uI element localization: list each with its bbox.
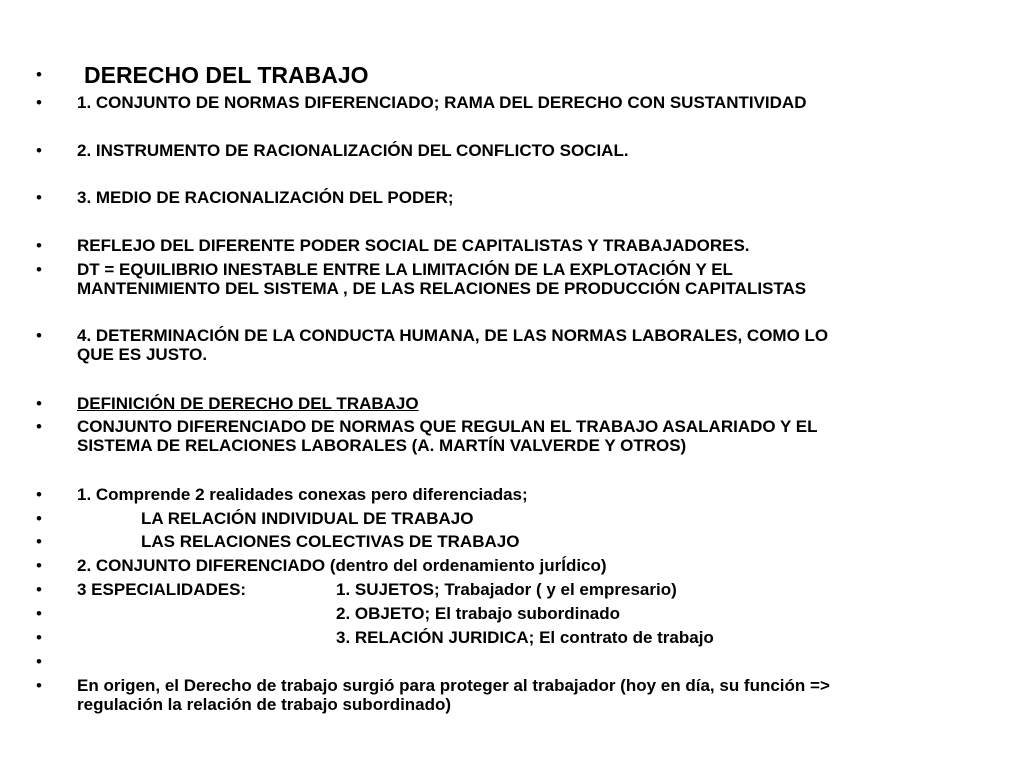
slide-title: DERECHO DEL TRABAJO [84,62,369,88]
bullet: • [36,188,42,207]
bullet: • [36,260,42,279]
bullet: • [36,509,42,528]
bullet: • [36,65,42,84]
item-text: LAS RELACIONES COLECTIVAS DE TRABAJO [141,532,520,551]
item-text-line-1: DT = EQUILIBRIO INESTABLE ENTRE LA LIMITACIÓN DE LA EXPLOTACIÓN Y EL [77,260,733,279]
item-text: LA RELACIÓN INDIVIDUAL DE TRABAJO [141,509,474,528]
specialty-subjects: 1. SUJETOS; Trabajador ( y el empresario) [336,580,677,599]
bullet: • [36,236,42,255]
item-text: REFLEJO DEL DIFERENTE PODER SOCIAL DE CAPITALISTAS Y TRABAJADORES. [77,236,750,255]
specialty-legal-relation: 3. RELACIÓN JURIDICA; El contrato de trabajo [336,628,714,647]
bullet: • [36,532,42,551]
bullet: • [36,580,42,599]
item-text-line-2: SISTEMA DE RELACIONES LABORALES (A. MARTÍN VALVERDE Y OTROS) [77,436,687,455]
item-text: 3. MEDIO DE RACIONALIZACIÓN DEL PODER; [77,188,454,207]
bullet: • [36,604,42,623]
item-text-line-2: regulación la relación de trabajo subordinado) [77,695,452,714]
item-text-line-1: En origen, el Derecho de trabajo surgió para proteger al trabajador (hoy en día, su función => [77,676,830,695]
item-text-line-1: 4. DETERMINACIÓN DE LA CONDUCTA HUMANA, DE LAS NORMAS LABORALES, COMO LO [77,326,829,345]
item-text-line-1: CONJUNTO DIFERENCIADO DE NORMAS QUE REGULAN EL TRABAJO ASALARIADO Y EL [77,417,818,436]
item-text-line-2: MANTENIMIENTO DEL SISTEMA , DE LAS RELACIONES DE PRODUCCIÓN CAPITALISTAS [77,279,807,298]
bullet: • [36,417,42,436]
bullet: • [36,485,42,504]
item-text: 1. CONJUNTO DE NORMAS DIFERENCIADO; RAMA DEL DERECHO CON SUSTANTIVIDAD [77,93,807,112]
specialties-label: 3 ESPECIALIDADES: [77,580,247,599]
bullet: • [36,394,42,413]
definition-heading: DEFINICIÓN DE DERECHO DEL TRABAJO [77,394,419,413]
bullet: • [36,676,42,695]
specialty-object: 2. OBJETO; El trabajo subordinado [336,604,621,623]
bullet: • [36,93,42,112]
item-text-line-2: QUE ES JUSTO. [77,345,208,364]
bullet: • [36,326,42,345]
bullet: • [36,141,42,160]
bullet: • [36,652,42,671]
item-text: 2. INSTRUMENTO DE RACIONALIZACIÓN DEL CONFLICTO SOCIAL. [77,141,629,160]
item-text: 1. Comprende 2 realidades conexas pero diferenciadas; [77,485,528,504]
bullet: • [36,556,42,575]
bullet: • [36,628,42,647]
item-text: 2. CONJUNTO DIFERENCIADO (dentro del ordenamiento jurÍdico) [77,556,607,575]
